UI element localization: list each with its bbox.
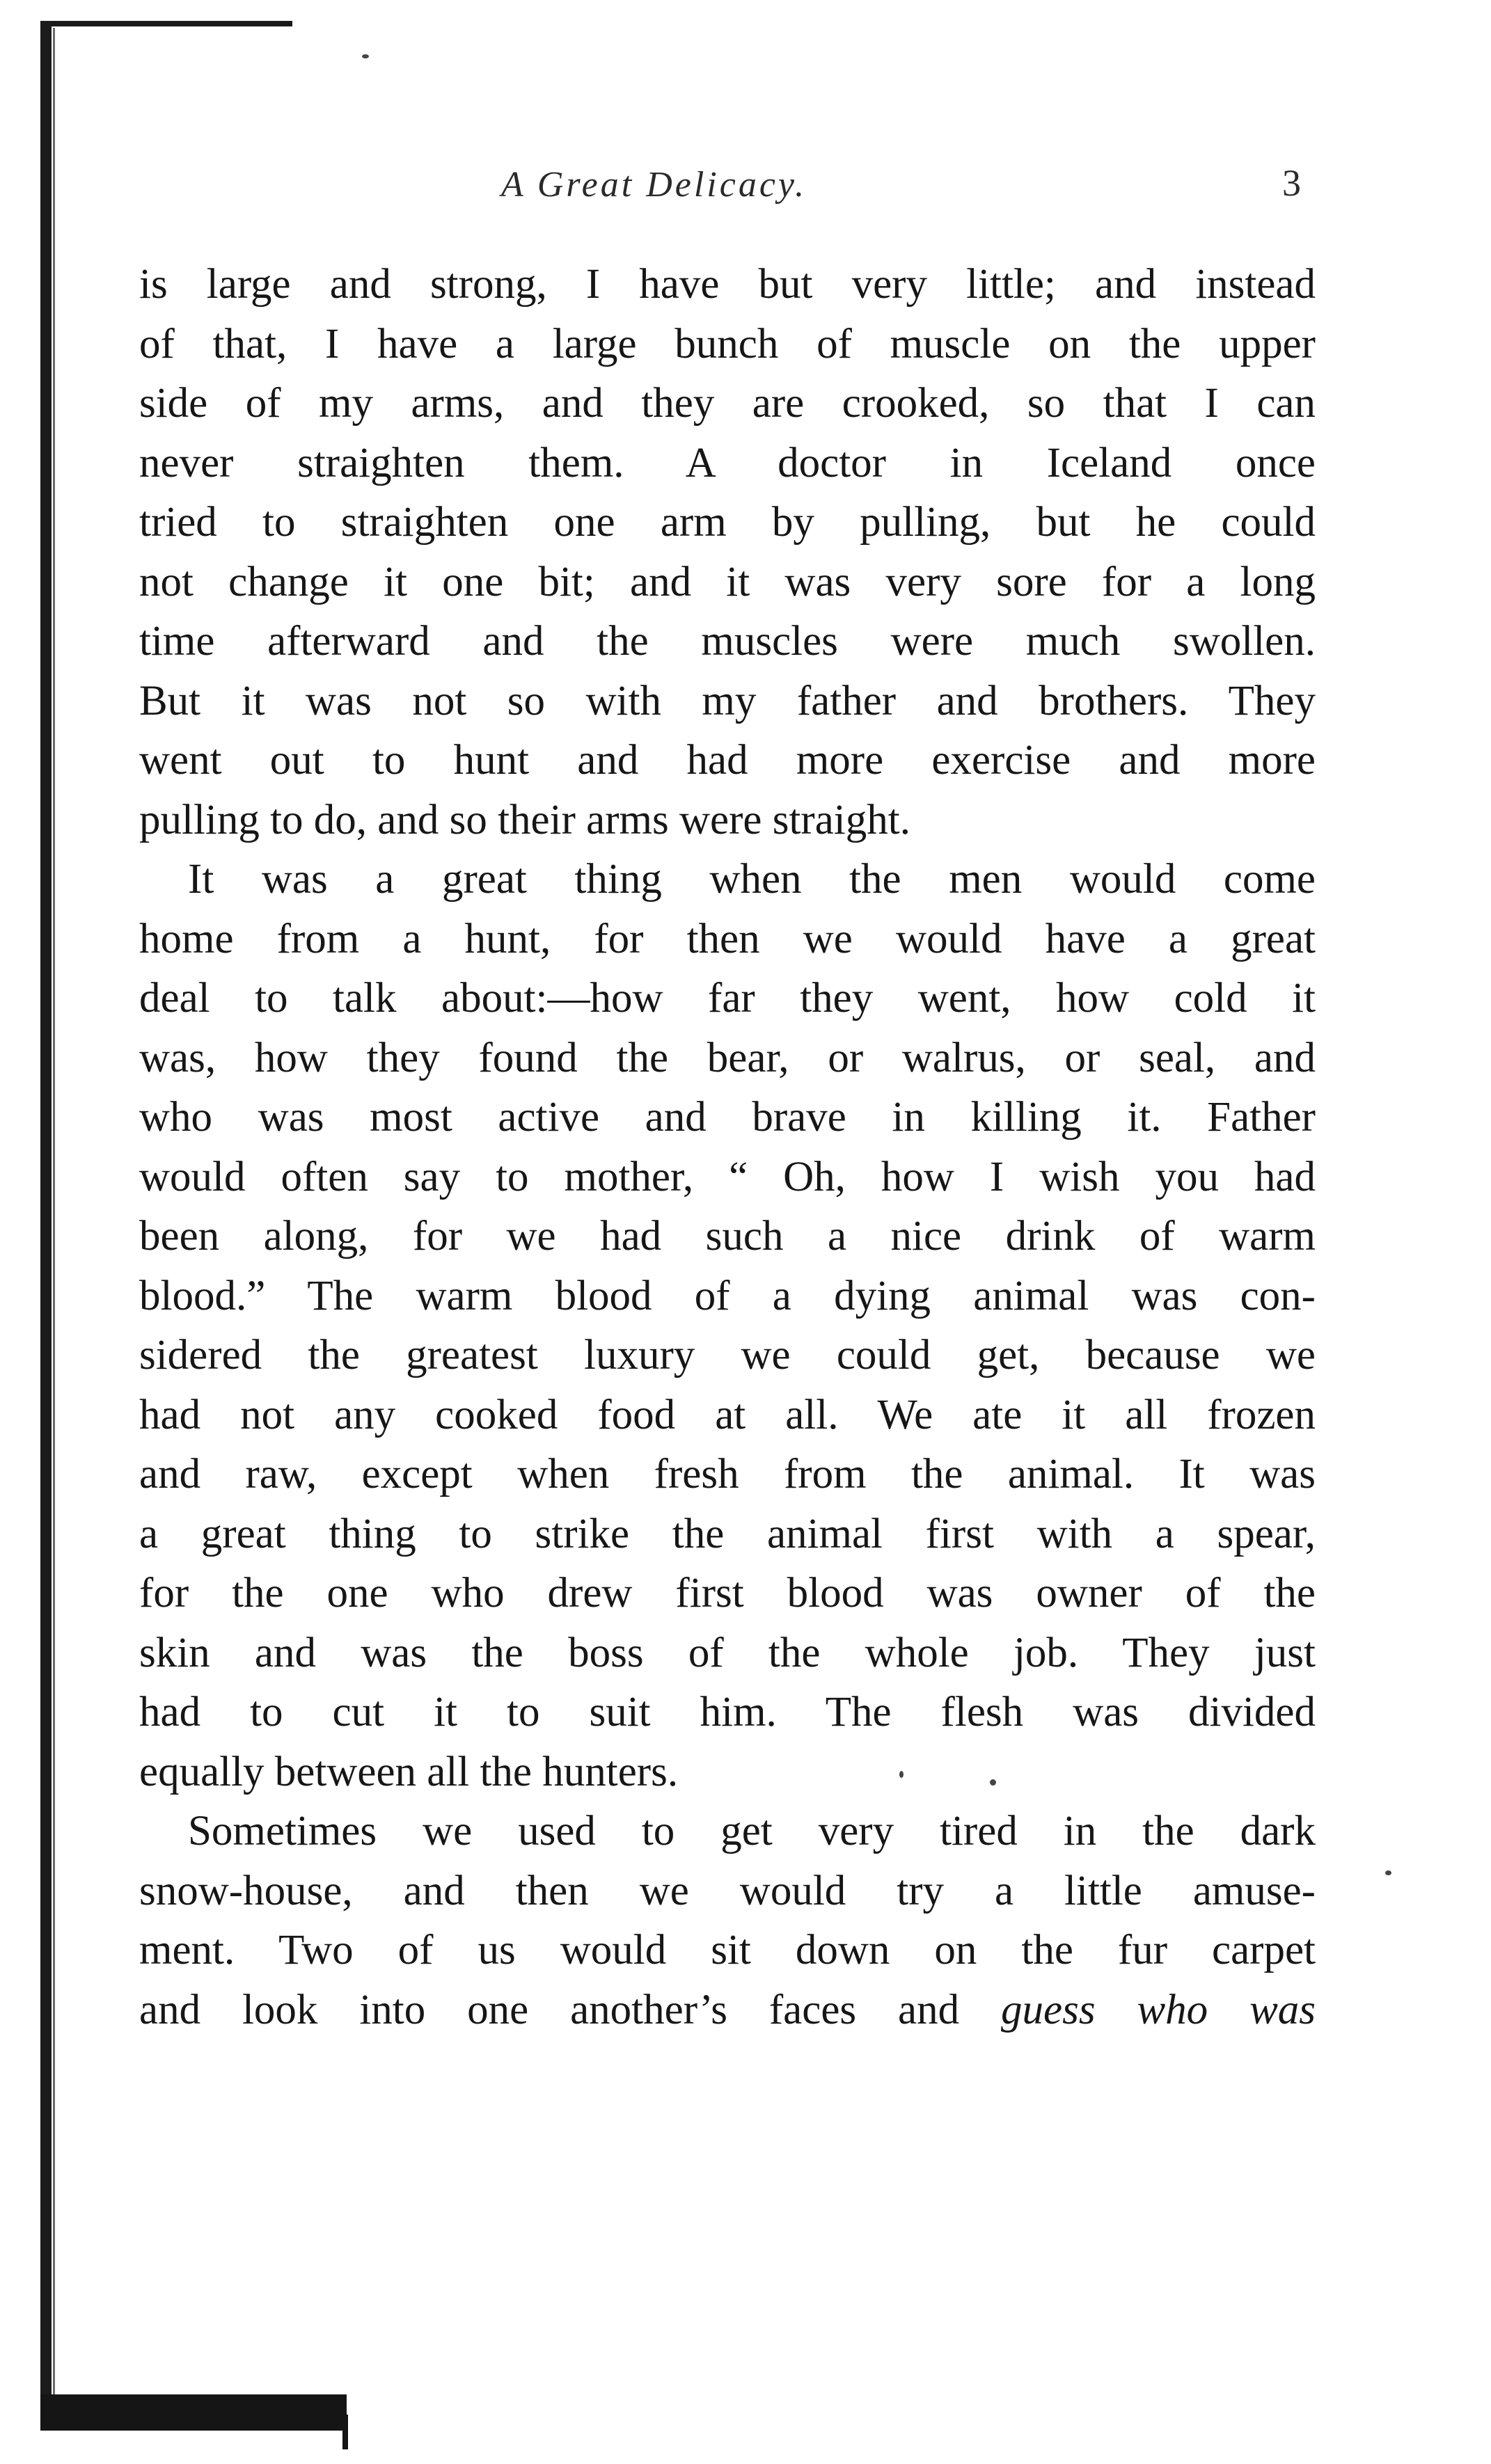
text-line: sidered the greatest luxury we could get, because we	[139, 1332, 1316, 1378]
page-border-left-edge	[53, 28, 55, 2401]
scan-speck	[362, 54, 369, 58]
text-line: been along, for we had such a nice drink of warm	[139, 1213, 1316, 1259]
text-line: pulling to do, and so their arms were straight.	[139, 796, 910, 843]
text-line: snow-house, and then we would try a little amuse-	[139, 1867, 1316, 1914]
text-line: and raw, except when fresh from the animal. It was	[139, 1451, 1316, 1497]
italic-phrase: guess who was	[1001, 1986, 1316, 2033]
scan-speck	[1385, 1870, 1391, 1875]
running-head: A Great Delicacy.	[501, 165, 807, 205]
text-line: But it was not so with my father and brothers. They	[139, 677, 1316, 724]
text-line: equally between all the hunters.	[139, 1748, 679, 1795]
text-line: a great thing to strike the animal first with a spear,	[139, 1510, 1316, 1557]
page-border-bottom	[40, 2394, 347, 2431]
text-line: blood.” The warm blood of a dying animal was con-	[139, 1272, 1316, 1319]
text-line: side of my arms, and they are crooked, so that I can	[139, 380, 1316, 427]
text-line: went out to hunt and had more exercise and more	[139, 737, 1316, 784]
text-line-final	[139, 1980, 1316, 2040]
text-line: time afterward and the muscles were much swollen.	[139, 618, 1316, 665]
text-line: home from a hunt, for then we would have a great	[139, 915, 1316, 962]
text-line: was, how they found the bear, or walrus, or seal, and	[139, 1034, 1316, 1081]
paragraph-start-line: Sometimes we used to get very tired in the dark	[188, 1808, 1316, 1854]
text-line: had not any cooked food at all. We ate it all frozen	[139, 1391, 1316, 1438]
text-line: not change it one bit; and it was very sore for a long	[139, 558, 1316, 605]
text-line-final-roman: and look into one another’s faces and	[139, 1986, 960, 2033]
page-number: 3	[1282, 162, 1301, 204]
text-line: who was most active and brave in killing it. Father	[139, 1094, 1316, 1140]
page-border-bottom-tick	[342, 2415, 348, 2449]
text-line: skin and was the boss of the whole job. They just	[139, 1629, 1316, 1676]
paragraph-start-line: It was a great thing when the men would come	[188, 856, 1316, 903]
text-line: had to cut it to suit him. The flesh was divided	[139, 1689, 1316, 1735]
text-line: tried to straighten one arm by pulling, but he could	[139, 499, 1316, 546]
text-line: would often say to mother, “ Oh, how I wish you had	[139, 1153, 1316, 1200]
text-line: deal to talk about:—how far they went, how cold it	[139, 975, 1316, 1022]
text-line: ment. Two of us would sit down on the fur carpet	[139, 1927, 1316, 1973]
body-text	[139, 255, 1316, 2040]
text-line: is large and strong, I have but very little; and instead	[139, 261, 1316, 308]
text-line: never straighten them. A doctor in Iceland once	[139, 439, 1316, 486]
text-line: for the one who drew first blood was owner of the	[139, 1570, 1316, 1616]
page-border-left	[40, 21, 52, 2408]
text-line: of that, I have a large bunch of muscle on the upper	[139, 320, 1316, 367]
page-border-top	[42, 21, 292, 26]
